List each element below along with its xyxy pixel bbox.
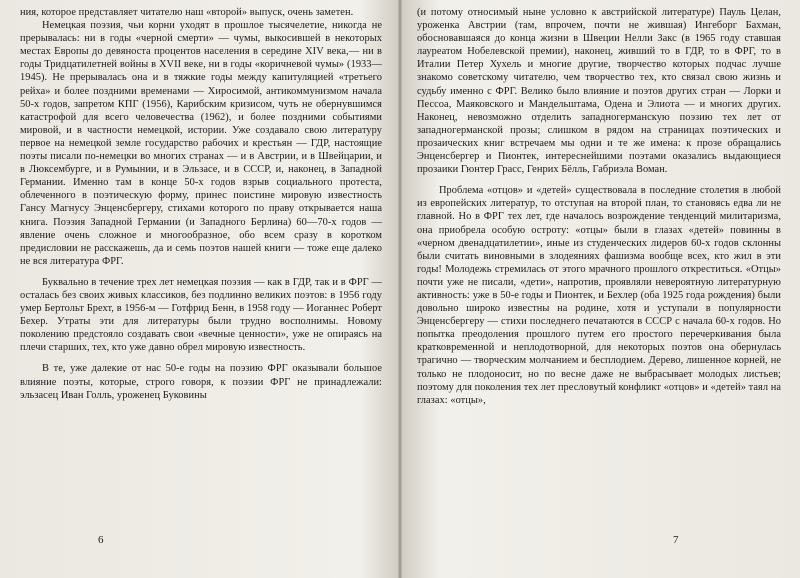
left-page bbox=[20, 6, 382, 572]
left-page-text bbox=[20, 6, 382, 402]
paragraph: ния, которое представляет читателю наш «второй» выпуск, очень заметен. bbox=[20, 7, 354, 18]
page-number: 7 bbox=[673, 534, 679, 546]
book-gutter bbox=[398, 0, 402, 578]
right-page bbox=[417, 6, 781, 572]
paragraph: (и потому относимый ныне условно к австрийской литературе) Пауль Целан, уроженка Австрии (там, впрочем, почти не жившая) Ингеборг Бахман, обосновавшаяся до конца жизни в Швеции Нелли Закс (в 1965 году ставшая лауреатом Нобелевской премии), наконец, живший то в ГДР, то в ФРГ, то в Италии Петер Хухель и многие другие, творчество которых подчас лучше знакомо советскому читателю, чем творчество тех, кто связал свою жизнь и судьбу именно с ФРГ. Велико было влияние и поэтов других стран — Лорки и Пессоа, Маяковского и Мандельштама, Одена и Элиота — и многих других. Наконец, невозможно отделить западногерманскую поэзию тех лет от западногерманской прозы; слишком в рядом на страницах поэтических и прозаических книг встречаем мы одни и те же имена: к прозе обращались Энценсбергер и Пионтек, интереснейшими поэтами оказались выдающиеся прозаики Гюнтер Грасс, Генрих Бёлль, Габриэла Воман. bbox=[417, 7, 781, 176]
paragraph: Буквально в течение трех лет немецкая поэзия — как в ГДР, так и в ФРГ — осталась без своих живых классиков, без подлинно великих поэтов: в 1956 году умер Бертольт Брехт, в 1956-м — Готфрид Бенн, в 1958 году — Иоганнес Роберт Бехер. Утраты эти для литературы были трудно восполнимы. Новому поколению предстояло создавать свои «вечные ценности», уже не опираясь на плечи старших, тех, кто уже давно обрел мировую известность. bbox=[20, 276, 382, 354]
right-page-text bbox=[417, 6, 781, 407]
page-number: 6 bbox=[98, 534, 104, 546]
paragraph: Немецкая поэзия, чьи корни уходят в прошлое тысячелетие, никогда не прерывалась: ни в годы «черной смерти» — чумы, выкосившей в некоторых местах Европы до девяноста процентов населения в середине XIV века,— ни в годы Тридцатилетней войны в XVII веке, ни в годы «коричневой чумы» (1933—1945). Не прерывалась она и в тяжкие годы между капитуляцией «третьего рейха» и более поздними временами — Хиросимой, антикоммунизмом начала 50-х годов, запретом КПГ (1956), Карибским кризисом, чуть не обернувшимся катастрофой для всего человечества (1962), и более поздними событиями мировой, и в частности немецкой, истории. Уже создавало свою литературу первое на немецкой земле государство рабочих и крестьян — ГДР, настоящие поэты писали по-немецки во многих странах — и в Австрии, и в Швейцарии, и в Люксембурге, и в Румынии, и в Эльзасе, и в СССР, и, наконец, в Западной Германии. Именно там в конце 50-х годов взрыв социального протеста, облеченного в поэтическую форму, принес поистине мировую известность Гансу Магнусу Энценсбергеру, стихами которого по праву открывается наша книга. Поэзия Западной Германии (и Западного Берлина) 60—70-х годов — явление очень сложное и многообразное, обо всем сразу в коротком предисловии не расскажешь, да и семь поэтов нашей книги — тоже еще далеко не вся литература ФРГ. bbox=[20, 20, 382, 267]
paragraph: В те, уже далекие от нас 50-е годы на поэзию ФРГ оказывали большое влияние поэты, которые, строго говоря, к поэзии ФРГ не принадлежали: эльзасец Иван Голль, уроженец Буковины bbox=[20, 363, 382, 401]
paragraph: Проблема «отцов» и «детей» существовала в последние столетия в любой из европейских литератур, то отступая на второй план, то становясь едва ли не главной. Но в ФРГ тех лет, где началось возрождение тенденций милитаризма, она приобрела особую остроту: «отцы» были в глазах «детей» повинны в «черном двенадцатилетии», иные из студенческих лидеров 60-х годов склонны были считать виновными в злодеяниях фашизма вообще всех, кто жил в эти годы! Молодежь стремилась от этого мрачного прошлого откреститься. «Отцы» почти уже не писали, «дети», напротив, проявляли невероятную литературную активность: уже в 50-е годы и Пионтек, и Бехлер (оба 1925 года рождения) были довольно широко известны на родине, хотя и уступали в популярности Энценсбергеру — стихи последнего печатаются в СССР с начала 60-х годов. Но попытка преодоления прошлого путем его простого перечеркивания была кратковременной и неплодотворной, для некоторых поэтов она обернулась трагично — творческим молчанием и бесплодием. Дерево, лишенное корней, не только не плодоносит, но по весне даже не выбрасывает молодых листьев; поэтому для поколения тех лет пресловутый конфликт «отцов» и «детей» таял на глазах: «отцы», bbox=[417, 185, 781, 406]
